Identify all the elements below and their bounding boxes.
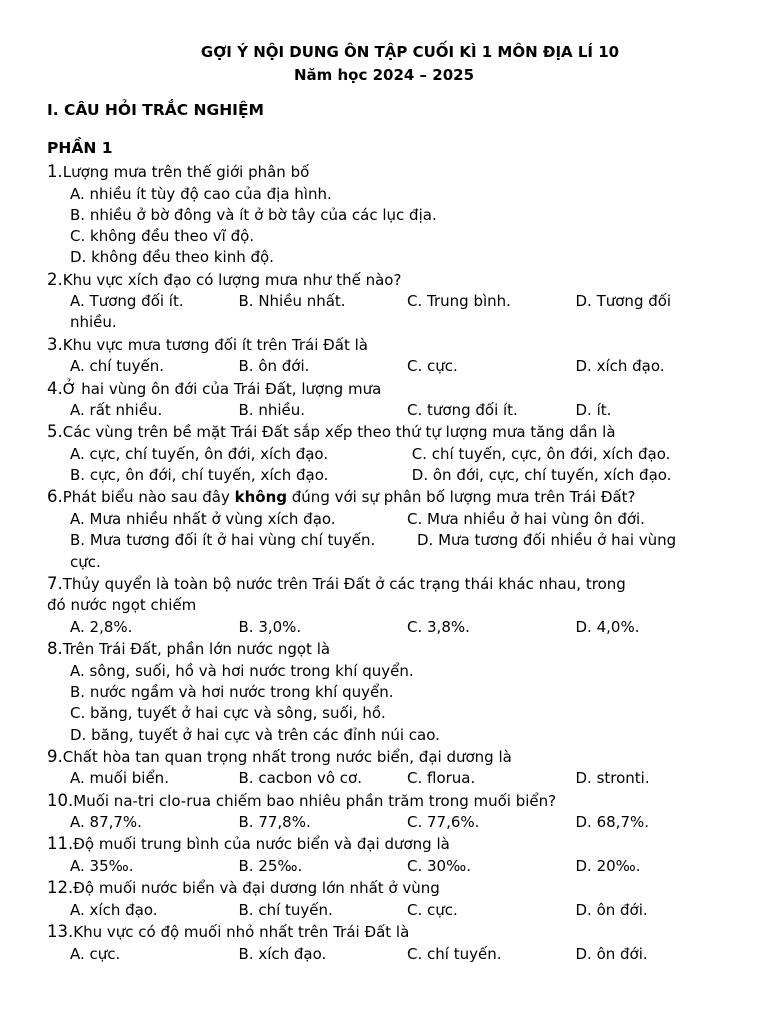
answer-row [47, 900, 727, 921]
answer-option: C. cực. [407, 900, 458, 919]
answer-row [47, 465, 727, 486]
question-number: 6. [47, 487, 63, 507]
question-text: Độ muối trung bình của nước biển và đại dương là [73, 835, 450, 854]
question-text: Trên Trái Đất, phần lớn nước ngọt là [62, 640, 331, 659]
answer-option: B. 25‰. [238, 856, 303, 875]
question-9 [47, 746, 727, 790]
answer-continuation: nhiều. [70, 313, 117, 332]
answer-option: D. 4,0%. [575, 617, 640, 636]
answer-option: C. florua. [407, 769, 476, 788]
answer-option: A. Mưa nhiều nhất ở vùng xích đạo. [70, 509, 336, 528]
question-8 [47, 638, 727, 746]
answer-option: D. xích đạo. [575, 357, 665, 376]
answer-option: B. cực, ôn đới, chí tuyến, xích đạo. [70, 466, 329, 485]
answer-option: A. rất nhiều. [70, 401, 163, 420]
answer-option: A. 35‰. [70, 856, 134, 875]
question-text: Chất hòa tan quan trọng nhất trong nước biển, đại dương là [62, 747, 512, 766]
question-number: 8. [47, 639, 63, 659]
question-number: 10. [47, 790, 74, 810]
answer-option: B. chí tuyến. [238, 900, 333, 919]
answer-option: A. Tương đối ít. [70, 292, 184, 311]
answer-row [47, 444, 727, 465]
question-4 [47, 378, 727, 422]
answer-option: B. Nhiều nhất. [238, 292, 346, 311]
answer-option: A. cực. [70, 944, 121, 963]
answer-option: A. chí tuyến. [70, 357, 164, 376]
answer-option: C. 77,6%. [407, 813, 480, 832]
question-text: Phát biểu nào sau đây [62, 488, 235, 507]
answer-option: C. băng, tuyết ở hai cực và sông, suối, hồ. [70, 704, 386, 723]
answer-option: D. băng, tuyết ở hai cực và trên các đỉnh núi cao. [70, 725, 440, 744]
answer-row [47, 291, 727, 312]
answer-row [47, 509, 727, 530]
answer-row [47, 812, 727, 833]
question-text: Độ muối nước biển và đại dương lớn nhất ở vùng [73, 879, 440, 898]
question-6 [47, 486, 727, 572]
question-12 [47, 877, 727, 921]
question-text: Các vùng trên bề mặt Trái Đất sắp xếp theo thứ tự lượng mưa tăng dần là [62, 423, 616, 442]
question-number: 3. [47, 334, 63, 354]
answer-option: D. Tương đối [575, 292, 672, 311]
question-5 [47, 421, 727, 486]
answer-option: C. 3,8%. [407, 617, 470, 636]
answer-option: B. cacbon vô cơ. [238, 769, 363, 788]
answer-option: C. Trung bình. [407, 292, 511, 311]
answer-option: A. 2,8%. [70, 617, 133, 636]
answer-option: D. stronti. [575, 769, 650, 788]
answer-option: B. ôn đới. [238, 357, 310, 376]
question-number: 13. [47, 922, 74, 942]
question-number: 2. [47, 269, 63, 289]
question-text: Lượng mưa trên thế giới phân bố [62, 163, 310, 181]
question-text: Khu vực xích đạo có lượng mưa như thế nào? [62, 270, 402, 289]
question-11 [47, 833, 727, 877]
question-text: Khu vực mưa tương đối ít trên Trái Đất là [62, 335, 368, 354]
answer-row [47, 530, 727, 551]
answer-option: A. 87,7%. [70, 813, 142, 832]
answer-option: C. không đều theo vĩ độ. [70, 227, 255, 246]
answer-option: A. sông, suối, hồ và hơi nước trong khí quyển. [70, 661, 414, 680]
answer-option: A. xích đạo. [70, 900, 158, 919]
answer-option: B. nước ngầm và hơi nước trong khí quyển. [70, 682, 394, 701]
question-text: Khu vực có độ muối nhỏ nhất trên Trái Đất là [73, 923, 410, 942]
answer-row [47, 400, 727, 421]
question-number: 12. [47, 878, 74, 898]
answer-option: B. Mưa tương đối ít ở hai vùng chí tuyến. [70, 531, 376, 550]
question-text: đúng với sự phân bố lượng mưa trên Trái Đất? [287, 488, 636, 507]
question-list [47, 161, 727, 965]
answer-option: C. Mưa nhiều ở hai vùng ôn đới. [407, 509, 645, 528]
emphasis-word: không [234, 488, 288, 507]
answer-option: C. chí tuyến, cực, ôn đới, xích đạo. [411, 444, 671, 463]
answer-option: B. xích đạo. [238, 944, 327, 963]
question-13 [47, 921, 727, 965]
answer-row [47, 356, 727, 377]
question-text: Ở hai vùng ôn đới của Trái Đất, lượng mưa [62, 379, 382, 398]
question-number: 4. [47, 378, 63, 398]
question-number: 11. [47, 834, 74, 854]
answer-option: B. 3,0%. [238, 617, 302, 636]
answer-option: D. ôn đới. [575, 900, 648, 919]
answer-row [47, 856, 727, 877]
part-heading: PHẦN 1 [47, 139, 113, 157]
answer-option: D. ôn đới. [575, 944, 648, 963]
question-number: 5. [47, 422, 63, 442]
answer-row [47, 617, 727, 638]
answer-option: A. muối biển. [70, 769, 169, 788]
question-text-continued: đó nước ngọt chiếm [47, 596, 197, 615]
answer-option: D. 20‰. [575, 856, 641, 875]
answer-option: A. cực, chí tuyến, ôn đới, xích đạo. [70, 444, 329, 463]
answer-option: B. 77,8%. [238, 813, 311, 832]
answer-option: D. ôn đới, cực, chí tuyến, xích đạo. [411, 466, 672, 485]
answer-option: D. ít. [575, 401, 612, 420]
answer-option: B. nhiều ở bờ đông và ít ở bờ tây của các lục địa. [70, 205, 437, 224]
answer-option: A. nhiều ít tùy độ cao của địa hình. [70, 184, 332, 203]
question-2 [47, 269, 727, 334]
question-3 [47, 334, 727, 378]
answer-row [47, 768, 727, 789]
question-number: 7. [47, 573, 63, 593]
school-year: Năm học 2024 – 2025 [293, 66, 475, 84]
answer-option: B. nhiều. [238, 401, 306, 420]
answer-continuation: cực. [70, 552, 101, 571]
answer-option: C. chí tuyến. [407, 944, 502, 963]
question-text: Thủy quyển là toàn bộ nước trên Trái Đất ở các trạng thái khác nhau, trong [62, 574, 626, 593]
document-title: GỢI Ý NỘI DUNG ÔN TẬP CUỐI KÌ 1 MÔN ĐỊA LÍ 10 [200, 43, 620, 61]
question-1 [47, 161, 727, 269]
answer-option: D. không đều theo kinh độ. [70, 248, 274, 267]
answer-option: D. Mưa tương đối nhiều ở hai vùng [417, 531, 677, 550]
question-10 [47, 790, 727, 834]
answer-option: C. cực. [407, 357, 458, 376]
question-number: 1. [47, 162, 63, 181]
section-heading: I. CÂU HỎI TRẮC NGHIỆM [47, 101, 264, 119]
question-7 [47, 573, 727, 638]
question-text: Muối na-tri clo-rua chiếm bao nhiêu phần trăm trong muối biển? [73, 791, 557, 810]
answer-option: D. 68,7%. [575, 813, 650, 832]
answer-option: C. 30‰. [407, 856, 471, 875]
answer-row [47, 944, 727, 965]
question-number: 9. [47, 746, 63, 766]
answer-option: C. tương đối ít. [407, 401, 518, 420]
